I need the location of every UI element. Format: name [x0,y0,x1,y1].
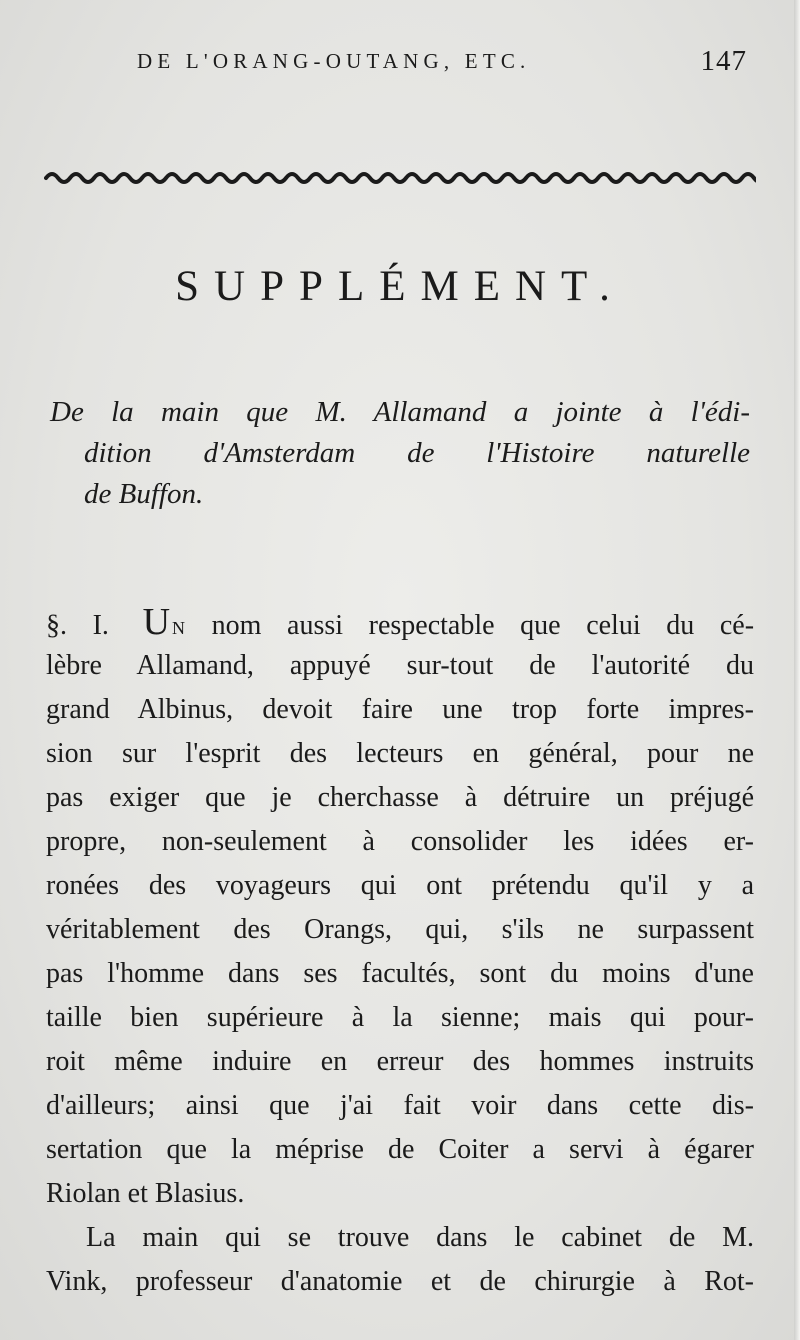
text-line: sertation que la méprise de Coiter a servi à égarer [46,1134,754,1165]
running-title: DE L'ORANG-OUTANG, ETC. [137,49,531,73]
body-text [46,600,754,1304]
text-line: sion sur l'esprit des lecteurs en général, pour ne [46,738,754,769]
subtitle-line: dition d'Amsterdam de l'Histoire naturelle [84,437,750,469]
text-line: lèbre Allamand, appuyé sur-tout de l'autorité du [46,650,754,681]
subtitle-line: de Buffon. [84,478,204,510]
text-line: Riolan et Blasius. [46,1178,245,1209]
running-head [137,45,747,79]
text-line: taille bien supérieure à la sienne; mais qui pour- [46,1002,754,1033]
text-line: La main qui se trouve dans le cabinet de M. [86,1222,754,1253]
text-line: pas exiger que je cherchasse à détruire un préjugé [46,782,754,813]
text-line: roit même induire en erreur des hommes instruits [46,1046,754,1077]
section-heading: SUPPLÉMENT. [175,263,625,310]
first-line-text: nom aussi respectable que celui du cé- [186,610,755,641]
small-capital: N [172,618,187,638]
paragraph-first-line [46,600,754,644]
text-line: pas l'homme dans ses facultés, sont du moins d'une [46,958,754,989]
text-line: ronées des voyageurs qui ont prétendu qu'il y a [46,870,754,901]
drop-capital: U [142,601,171,643]
text-line: Vink, professeur d'anatomie et de chirurgie à Rot- [46,1266,754,1297]
wave-ornament-rule [44,162,756,192]
section-mark: §. I. [46,610,109,641]
text-line: grand Albinus, devoit faire une trop forte impres- [46,694,754,725]
page-number: 147 [700,45,747,77]
subtitle [50,392,750,515]
subtitle-line: De la main que M. Allamand a jointe à l'édi- [50,396,750,428]
text-line: d'ailleurs; ainsi que j'ai fait voir dans cette dis- [46,1090,754,1121]
text-line: véritablement des Orangs, qui, s'ils ne surpassent [46,914,754,945]
text-line: propre, non-seulement à consolider les idées er- [46,826,754,857]
page-edge [794,0,800,1340]
